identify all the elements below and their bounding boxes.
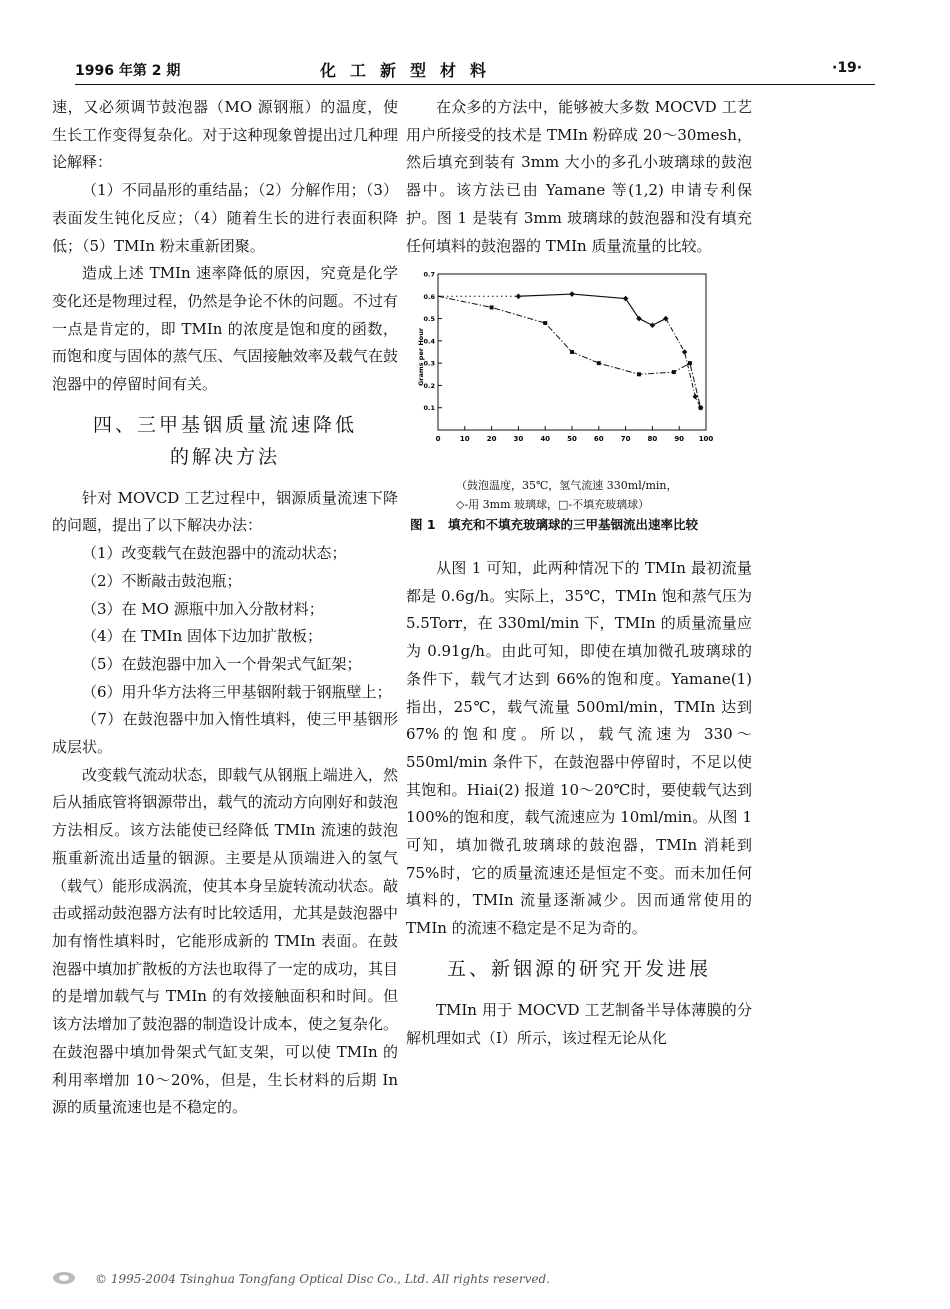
data-point-no-fill bbox=[637, 372, 641, 376]
left-column bbox=[52, 94, 398, 1122]
data-point-no-fill bbox=[570, 350, 574, 354]
series-no-fill-line bbox=[438, 296, 701, 407]
journal-title: 化工新型材料 bbox=[320, 61, 501, 80]
figure-1-chart bbox=[416, 268, 716, 448]
list-item: （3）在 MO 源瓶中加入分散材料； bbox=[82, 599, 324, 618]
x-tick-label: 70 bbox=[620, 435, 631, 443]
x-tick-label: 10 bbox=[459, 435, 470, 443]
series-glass-beads-line bbox=[518, 294, 665, 325]
y-tick-label: 0.4 bbox=[423, 337, 435, 346]
data-point-glass-beads bbox=[650, 322, 656, 328]
paragraph: 在众多的方法中，能够被大多数 MOCVD 工艺用户所接受的技术是 TMIn 粉碎成 20～30mesh，然后填充到装有 3mm 大小的多孔小玻璃球的鼓泡器中。该方法已由 Yamane 等(1,2) 申请专利保护。图 1 是装有 3mm 玻璃球的鼓泡器和没有填充任何填料的鼓泡器的 TMIn 质量流量的比较。 bbox=[406, 98, 752, 255]
data-point-glass-beads bbox=[692, 394, 698, 400]
figure-note: ◇-用 3mm 玻璃球，□-不填充玻璃球） bbox=[456, 498, 650, 511]
x-tick-label: 0 bbox=[435, 435, 441, 443]
section-heading-4 bbox=[52, 409, 398, 473]
x-tick-label: 100 bbox=[698, 435, 714, 443]
figure-caption: 图 1 填充和不填充玻璃球的三甲基铟流出速率比较 bbox=[410, 517, 699, 532]
publisher-logo-icon bbox=[52, 1271, 76, 1285]
figure-note: （鼓泡温度，35℃，氢气流速 330ml/min， bbox=[456, 479, 678, 492]
list-item: （4）在 TMIn 固体下边加扩散板； bbox=[82, 627, 323, 646]
data-point-glass-beads bbox=[516, 293, 522, 299]
paragraph: （1）不同晶形的重结晶；（2）分解作用；（3）表面发生钝化反应；（4）随着生长的进行表面积降低；（5）TMIn 粉末重新团聚。 bbox=[52, 181, 398, 255]
paragraph: 造成上述 TMIn 速率降低的原因，究竟是化学变化还是物理过程，仍然是争论不休的问题。不过有一点是肯定的，即 TMIn 的浓度是饱和度的函数，而饱和度与固体的蒸气压、气固接触效率及载气在鼓泡器中的停留时间有关。 bbox=[52, 264, 398, 394]
y-tick-label: 0.2 bbox=[423, 381, 435, 390]
data-point-glass-beads bbox=[663, 316, 669, 322]
y-tick-label: 0.1 bbox=[423, 404, 435, 413]
header-rule bbox=[75, 84, 875, 85]
paragraph: 针对 MOVCD 工艺过程中，铟源质量流速下降的问题，提出了以下解决办法： bbox=[52, 488, 398, 535]
x-tick-label: 30 bbox=[513, 435, 524, 443]
paragraph: TMIn 用于 MOCVD 工艺制备半导体薄膜的分解机理如式（Ⅰ）所示，该过程无论从化 bbox=[406, 1000, 752, 1047]
copyright-footer: © 1995-2004 Tsinghua Tongfang Optical Disc Co., Ltd. All rights reserved. bbox=[95, 1272, 550, 1286]
x-tick-label: 40 bbox=[540, 435, 551, 443]
y-tick-label: 0.3 bbox=[423, 359, 435, 368]
page-number: ·19· bbox=[832, 60, 863, 76]
right-column-bottom bbox=[406, 555, 752, 1052]
section-heading-line: 的解决方法 bbox=[169, 445, 280, 468]
y-tick-label: 0.6 bbox=[423, 292, 435, 301]
list-item: （2）不断敲击鼓泡瓶； bbox=[82, 571, 242, 590]
section-heading-5: 五、新铟源的研究开发进展 bbox=[446, 957, 711, 980]
list-item: （5）在鼓泡器中加入一个骨架式气缸架； bbox=[82, 654, 362, 673]
data-point-glass-beads bbox=[682, 349, 688, 355]
y-tick-label: 0.7 bbox=[423, 270, 435, 279]
x-tick-label: 50 bbox=[567, 435, 577, 443]
x-tick-label: 20 bbox=[486, 435, 497, 443]
data-point-no-fill bbox=[699, 406, 703, 410]
list-item: （7）在鼓泡器中加入惰性填料，使三甲基铟形成层状。 bbox=[52, 710, 398, 757]
right-column-top bbox=[406, 94, 752, 260]
data-point-glass-beads bbox=[569, 291, 575, 297]
x-tick-label: 80 bbox=[647, 435, 658, 443]
paragraph: 改变载气流动状态，即载气从钢瓶上端进入，然后从插底管将铟源带出，载气的流动方向刚好和鼓泡方法相反。该方法能使已经降低 TMIn 流速的鼓泡瓶重新流出适量的铟源。主要是从顶端进入的氢气（载气）能形成涡流，使其本身呈旋转流动状态。敲击或摇动鼓泡器方法有时比较适用，尤其是鼓泡器中加有惰性填料时，它能形成新的 TMIn 表面。在鼓泡器中填加扩散板的方法也取得了一定的成功，其目的是增加载气与 TMIn 的有效接触面积和时间。但该方法增加了鼓泡器的制造设计成本，使之复杂化。在鼓泡器中填加骨架式气缸支架，可以使 TMIn 的利用率增加 10～20%，但是，生长材料的后期 In 源的质量流速也是不稳定的。 bbox=[52, 765, 398, 1117]
x-tick-label: 60 bbox=[593, 435, 604, 443]
data-point-no-fill bbox=[688, 361, 692, 365]
paragraph: 从图 1 可知，此两种情况下的 TMIn 最初流量都是 0.6g/h。实际上，35℃，TMIn 饱和蒸气压为 5.5Torr，在 330ml/min 下，TMIn 的质量流量应为 0.91g/h。由此可知，即使在填加微孔玻璃球的条件下，载气才达到 66%的饱和度。Yamane(1) 指出，25℃，载气流量 500ml/min，TMIn 达到 67%的饱和度。所以，载气流速为 330～550ml/min 条件下，在鼓泡器中停留时，不足以使其饱和。Hiai(2) 报道 10～20℃时，要使载气达到 100%的饱和度，载气流速应为 10ml/min。从图 1 可知，填加微孔玻璃球的鼓泡器，TMIn 消耗到 75%时，它的质量流速还是恒定不变。而未加任何填料的，TMIn 流量逐渐减少。因而通常使用的 TMIn 的流速不稳定是不足为奇的。 bbox=[406, 559, 752, 938]
list-item: （1）改变载气在鼓泡器中的流动状态； bbox=[82, 544, 347, 563]
data-point-no-fill bbox=[490, 305, 494, 309]
x-tick-label: 90 bbox=[674, 435, 685, 443]
y-axis-label: Grams per Hour bbox=[417, 327, 425, 387]
paragraph: 速，又必须调节鼓泡器（MO 源钢瓶）的温度，使生长工作变得复杂化。对于这种现象曾提出过几种理论解释： bbox=[52, 98, 398, 172]
data-point-no-fill bbox=[597, 361, 601, 365]
list-item: （6）用升华方法将三甲基铟附载于钢瓶壁上； bbox=[82, 682, 392, 701]
journal-issue: 1996 年第 2 期 bbox=[75, 63, 181, 79]
section-heading-line: 四、三甲基铟质量流速降低 bbox=[92, 413, 357, 436]
data-point-no-fill bbox=[543, 321, 547, 325]
data-point-no-fill bbox=[672, 370, 676, 374]
y-tick-label: 0.5 bbox=[423, 315, 435, 324]
